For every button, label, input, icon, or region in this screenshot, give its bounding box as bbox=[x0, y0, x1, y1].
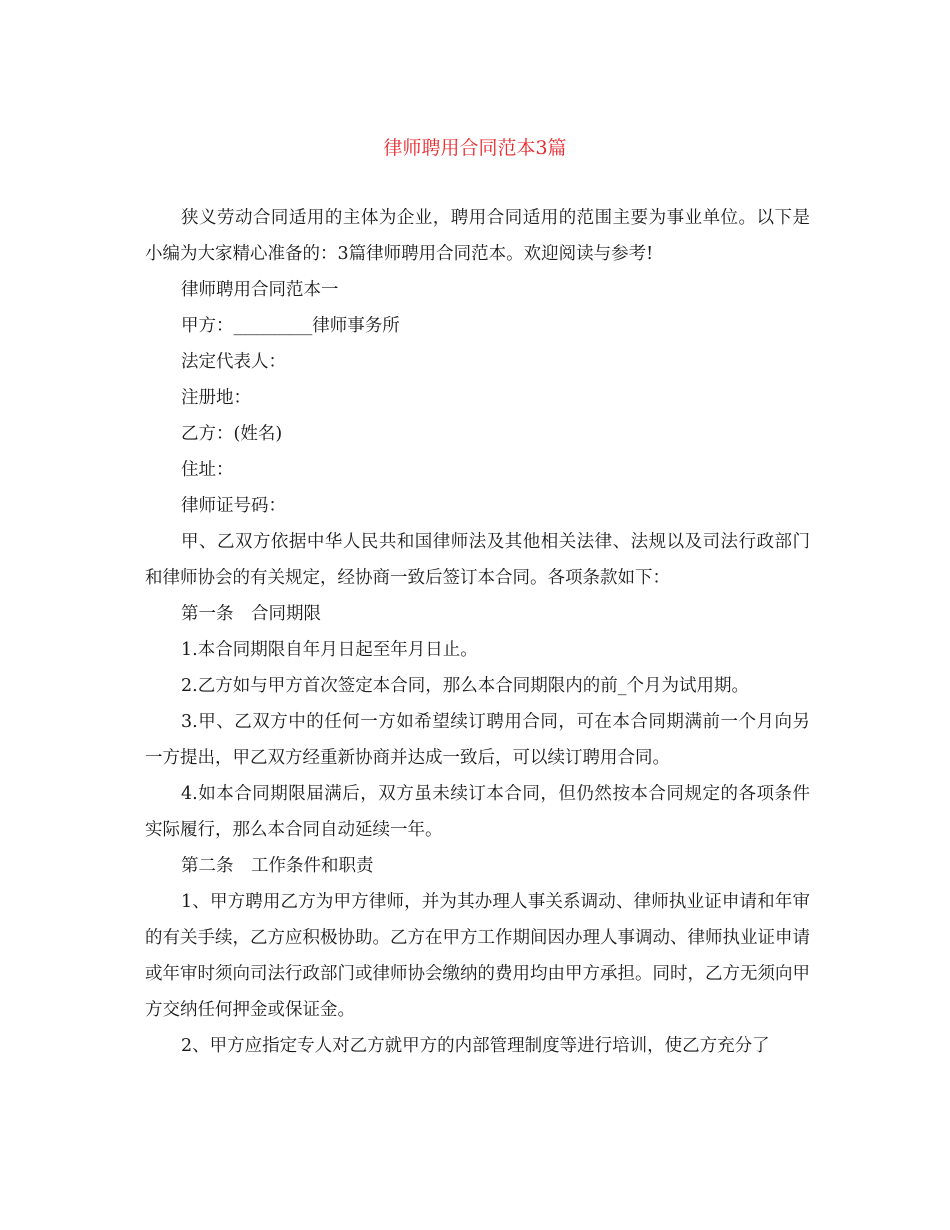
article-two-clause-1: 1、甲方聘用乙方为甲方律师，并为其办理人事关系调动、律师执业证申请和年审的有关手续，乙方应积极协助。乙方在甲方工作期间因办理人事调动、律师执业证申请或年审时须向司法行政部门或律师协会缴纳的费用均由甲方承担。同时，乙方无须向甲方交纳任何押金或保证金。 bbox=[145, 892, 810, 1020]
article-one-clause-1: 1.本合同期限自年月日起至年月日止。 bbox=[181, 640, 478, 660]
registered-address-line: 注册地： bbox=[181, 388, 251, 408]
article-one-clause-3: 3.甲、乙双方中的任何一方如希望续订聘用合同，可在本合同期满前一个月向另一方提出，甲乙双方经重新协商并达成一致后，可以续订聘用合同。 bbox=[145, 712, 810, 768]
party-a-line: 甲方：_________律师事务所 bbox=[181, 316, 400, 336]
article-two-clause-2: 2、甲方应指定专人对乙方就甲方的内部管理制度等进行培训，使乙方充分了 bbox=[181, 1036, 770, 1056]
address-line: 住址： bbox=[181, 460, 234, 480]
article-two-heading: 第二条 工作条件和职责 bbox=[181, 856, 374, 876]
article-one-clause-2: 2.乙方如与甲方首次签定本合同，那么本合同期限内的前_个月为试用期。 bbox=[181, 676, 749, 696]
document-body bbox=[145, 200, 810, 1064]
section-heading-contract-one: 律师聘用合同范本一 bbox=[181, 280, 339, 300]
lawyer-license-line: 律师证号码： bbox=[181, 496, 286, 516]
intro-paragraph: 狭义劳动合同适用的主体为企业，聘用合同适用的范围主要为事业单位。以下是小编为大家精心准备的：3篇律师聘用合同范本。欢迎阅读与参考! bbox=[145, 208, 810, 264]
document-title: 律师聘用合同范本3篇 bbox=[383, 137, 567, 159]
article-one-heading: 第一条 合同期限 bbox=[181, 604, 321, 624]
article-one-clause-4: 4.如本合同期限届满后，双方虽未续订本合同，但仍然按本合同规定的各项条件实际履行，那么本合同自动延续一年。 bbox=[145, 784, 810, 840]
legal-representative-line: 法定代表人： bbox=[181, 352, 286, 372]
party-b-line: 乙方：(姓名) bbox=[181, 424, 283, 444]
preamble-paragraph: 甲、乙双方依据中华人民共和国律师法及其他相关法律、法规以及司法行政部门和律师协会的有关规定，经协商一致后签订本合同。各项条款如下： bbox=[145, 532, 810, 588]
